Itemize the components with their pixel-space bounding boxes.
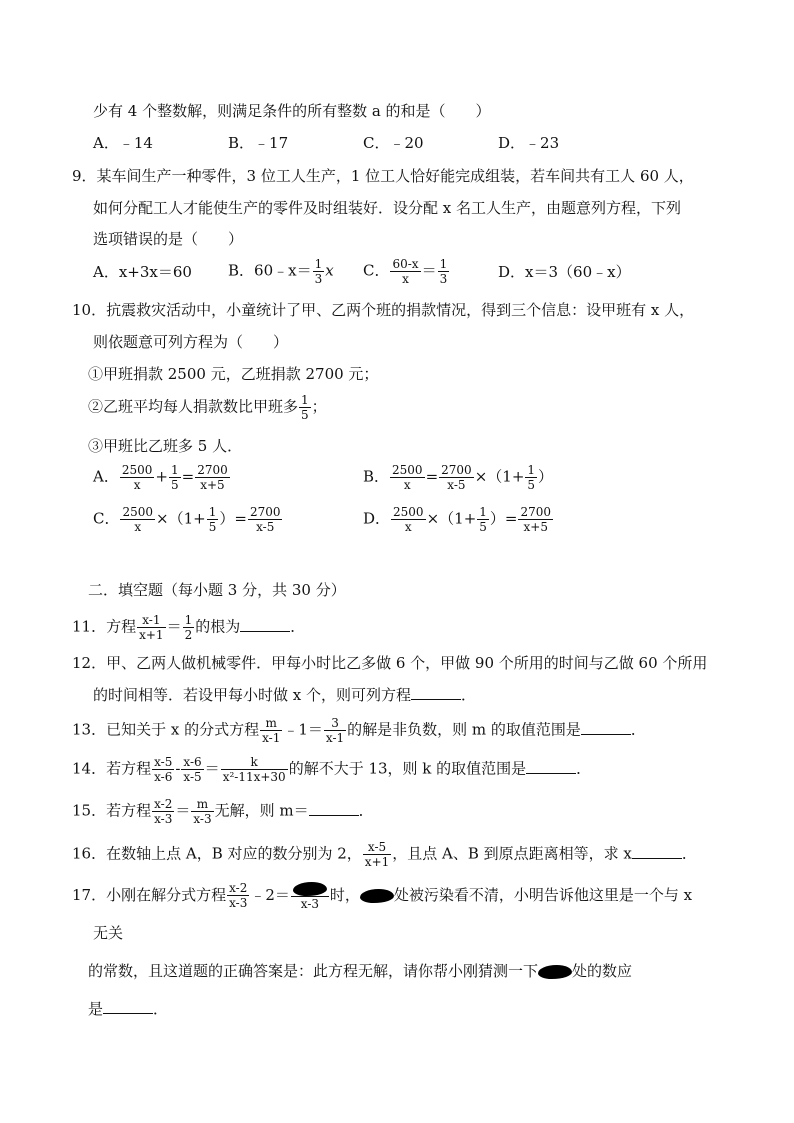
q10-option-d: D． $\frac{2500}{x}$ ×（1+ $\frac{1}{5}$ ）= $\frac{2700}{x+5}$ xyxy=(363,505,552,534)
q8-tail-text: 少有 4 个整数解，则满足条件的所有整数 a 的和是（ ） xyxy=(93,102,491,120)
q10-info1: ①甲班捐款 2500 元，乙班捐款 2700 元； xyxy=(88,365,379,383)
ink-smudge-icon xyxy=(293,882,327,896)
q10-line2: 则依题意可列方程为（ ） xyxy=(93,333,289,351)
q17-line1: 17．小刚在解分式方程 $\frac{x-2}{x-3}$ ﹣2＝ x-3 时， 处被污染看不清，小明告诉他这里是一个与 x xyxy=(72,881,693,911)
q15: 15．若方程 $\frac{x-2}{x-3}$ ＝ $\frac{m}{x-3}$ 无解，则 m＝ ． xyxy=(72,797,374,826)
answer-blank[interactable] xyxy=(411,685,461,700)
q9-line1: 9．某车间生产一种零件，3 位工人生产，1 位工人恰好能完成组装，若车间共有工人 60 人， xyxy=(72,167,694,185)
q17-line4: 是 ． xyxy=(88,1000,169,1018)
q10-line1: 10．抗震救灾活动中，小童统计了甲、乙两个班的捐款情况，得到三个信息：设甲班有 x 人， xyxy=(72,301,695,319)
q10-option-a: A． $\frac{2500}{x}$ + $\frac{1}{5}$ = $\frac{2700}{x+5}$ xyxy=(93,463,228,492)
ink-smudge-icon xyxy=(538,965,572,979)
answer-blank[interactable] xyxy=(632,844,682,859)
q9-option-c: C． $\frac{60-x}{x}$ ＝ $\frac{1}{3}$ xyxy=(363,257,448,286)
q13: 13．已知关于 x 的分式方程 $\frac{m}{x-1}$ ﹣1＝ $\frac{3}{x-1}$ 的解是非负数，则 m 的取值范围是 ． xyxy=(72,716,646,745)
q8-option-a: A．﹣14 xyxy=(93,134,153,152)
q10-info3: ③甲班比乙班多 5 人． xyxy=(88,437,243,455)
q9-option-b: B．60﹣x＝ $\frac{1}{3}$ x xyxy=(228,257,334,286)
q10-info2: ②乙班平均每人捐款数比甲班多 $\frac{1}{5}$ ； xyxy=(88,393,327,422)
section-heading: 二．填空题（每小题 3 分，共 30 分） xyxy=(88,581,346,599)
ink-smudge-icon xyxy=(360,889,394,903)
answer-blank[interactable] xyxy=(103,999,153,1014)
answer-blank[interactable] xyxy=(526,759,576,774)
q9-line3: 选项错误的是（ ） xyxy=(93,230,244,248)
q10-option-b: B． $\frac{2500}{x}$ = $\frac{2700}{x-5}$ ×（1+ $\frac{1}{5}$ ） xyxy=(363,463,554,492)
q10-option-c: C． $\frac{2500}{x}$ ×（1+ $\frac{1}{5}$ ）= $\frac{2700}{x-5}$ xyxy=(93,505,281,534)
q12-line2: 的时间相等．若设甲每小时做 x 个，则可列方程 ． xyxy=(93,686,477,704)
q14: 14．若方程 $\frac{x-5}{x-6}$ - $\frac{x-6}{x-5}$ ＝ $\frac{k}{\text{x²-11x+30}}$ 的解不大于 13，则 k 的取值范围是 ． xyxy=(72,755,592,784)
q8-option-c: C．﹣20 xyxy=(363,134,424,152)
q9-option-d: D．x＝3（60﹣x） xyxy=(498,263,631,281)
q9-option-a: A．x+3x＝60 xyxy=(93,263,192,281)
answer-blank[interactable] xyxy=(309,801,359,816)
answer-blank[interactable] xyxy=(581,720,631,735)
q8-option-b: B．﹣17 xyxy=(228,134,289,152)
q11: 11．方程 $\frac{x-1}{x+1}$ ＝ $\frac{1}{2}$ 的根为 ． xyxy=(72,613,306,642)
q16: 16．在数轴上点 A，B 对应的数分别为 2， $\frac{x-5}{x+1}$ ，且点 A、B 到原点距离相等，求 x ． xyxy=(72,840,697,869)
q17-line3: 的常数，且这道题的正确答案是：此方程无解，请你帮小刚猜测一下 处的数应 xyxy=(88,962,633,980)
q8-option-d: D．﹣23 xyxy=(498,134,560,152)
q9-line2: 如何分配工人才能使生产的零件及时组装好．设分配 x 名工人生产，由题意列方程，下列 xyxy=(93,199,681,217)
answer-blank[interactable] xyxy=(240,617,290,632)
q17-line2: 无关 xyxy=(93,924,124,942)
q12-line1: 12．甲、乙两人做机械零件．甲每小时比乙多做 6 个，甲做 90 个所用的时间与乙做 60 个所用 xyxy=(72,654,708,672)
